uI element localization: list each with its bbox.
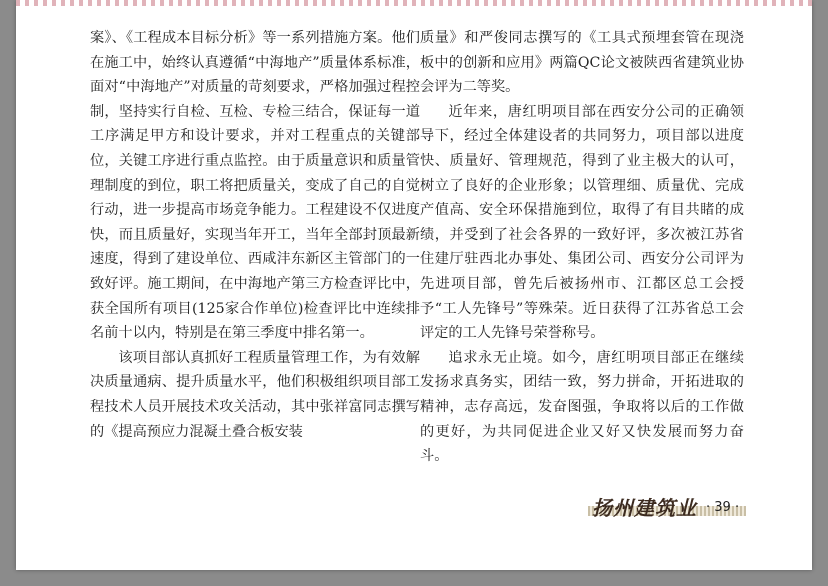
right-column [420,26,744,469]
page-footer [588,492,746,520]
magazine-logo: 扬州建筑业 [592,496,697,520]
left-paragraph-1: 案》、《工程成本目标分析》等一系列措施方案。他们在施工中，始终认真遵循“中海地产”质量体系标准，面对“中海地产”对质量的苛刻要求，严格加强过程控制，坚持实行自检、互检、专检三结合，保证每一道工序满足甲方和设计要求，并对工程重点的关键部位，关键工序进行重点监控。由于质量意识和质量管理制度的到位，职工将把质量关，变成了自己的自觉行动，进一步提高市场竞争能力。工程建设不仅进度快，而且质量好，实现当年开工，当年全部封顶最新速度，得到了建设单位、西咸沣东新区主管部门的一致好评。施工期间，在中海地产第三方检查评比中，获全国所有项目(125家合作单位)检查评比中连续排名前十以内，特别是在第三季度中排名第一。 [90,30,420,342]
right-paragraph-3: 追求永无止境。如今，唐红明项目部正在继续发扬求真务实，团结一致，努力拼命，开拓进取的精神，志存高远，发奋图强，争取将以后的工作做的更好，为共同促进企业又好又快发展而努力奋斗。 [420,349,744,465]
left-paragraph-2: 该项目部认真抓好工程质量管理工作，为有效解决质量通病、提升质量水平，他们积极组织项目部工程技术人员开展技术攻关活动，其中张祥富同志撰写的《提高预应力混凝土叠合板安装 [90,349,420,440]
decorative-top-border [16,0,812,6]
left-column [90,26,420,444]
right-paragraph-1: 质量》和严俊同志撰写的《工具式预埋套管在现浇板中的创新和应用》两篇QC论文被陕西省建筑业协会评为二等奖。 [420,30,744,96]
document-page [16,0,812,570]
right-paragraph-2: 近年来，唐红明项目部在西安分公司的正确领导下，经过全体建设者的共同努力，项目部以进度快、质量好、管理规范，得到了业主极大的认可，树立了良好的企业形象；以管理细、质量优、完成产值高、安全环保措施到位，取得了有目共睹的成绩，并受到了社会各界的一致好评，多次被江苏省住建厅驻西北办事处、集团公司、西安分公司评为先进项目部，曾先后被扬州市、江都区总工会授予“工人先锋号”等殊荣。近日获得了江苏省总工会评定的工人先锋号荣誉称号。 [420,103,744,342]
page-number: · 39 · [706,500,740,515]
